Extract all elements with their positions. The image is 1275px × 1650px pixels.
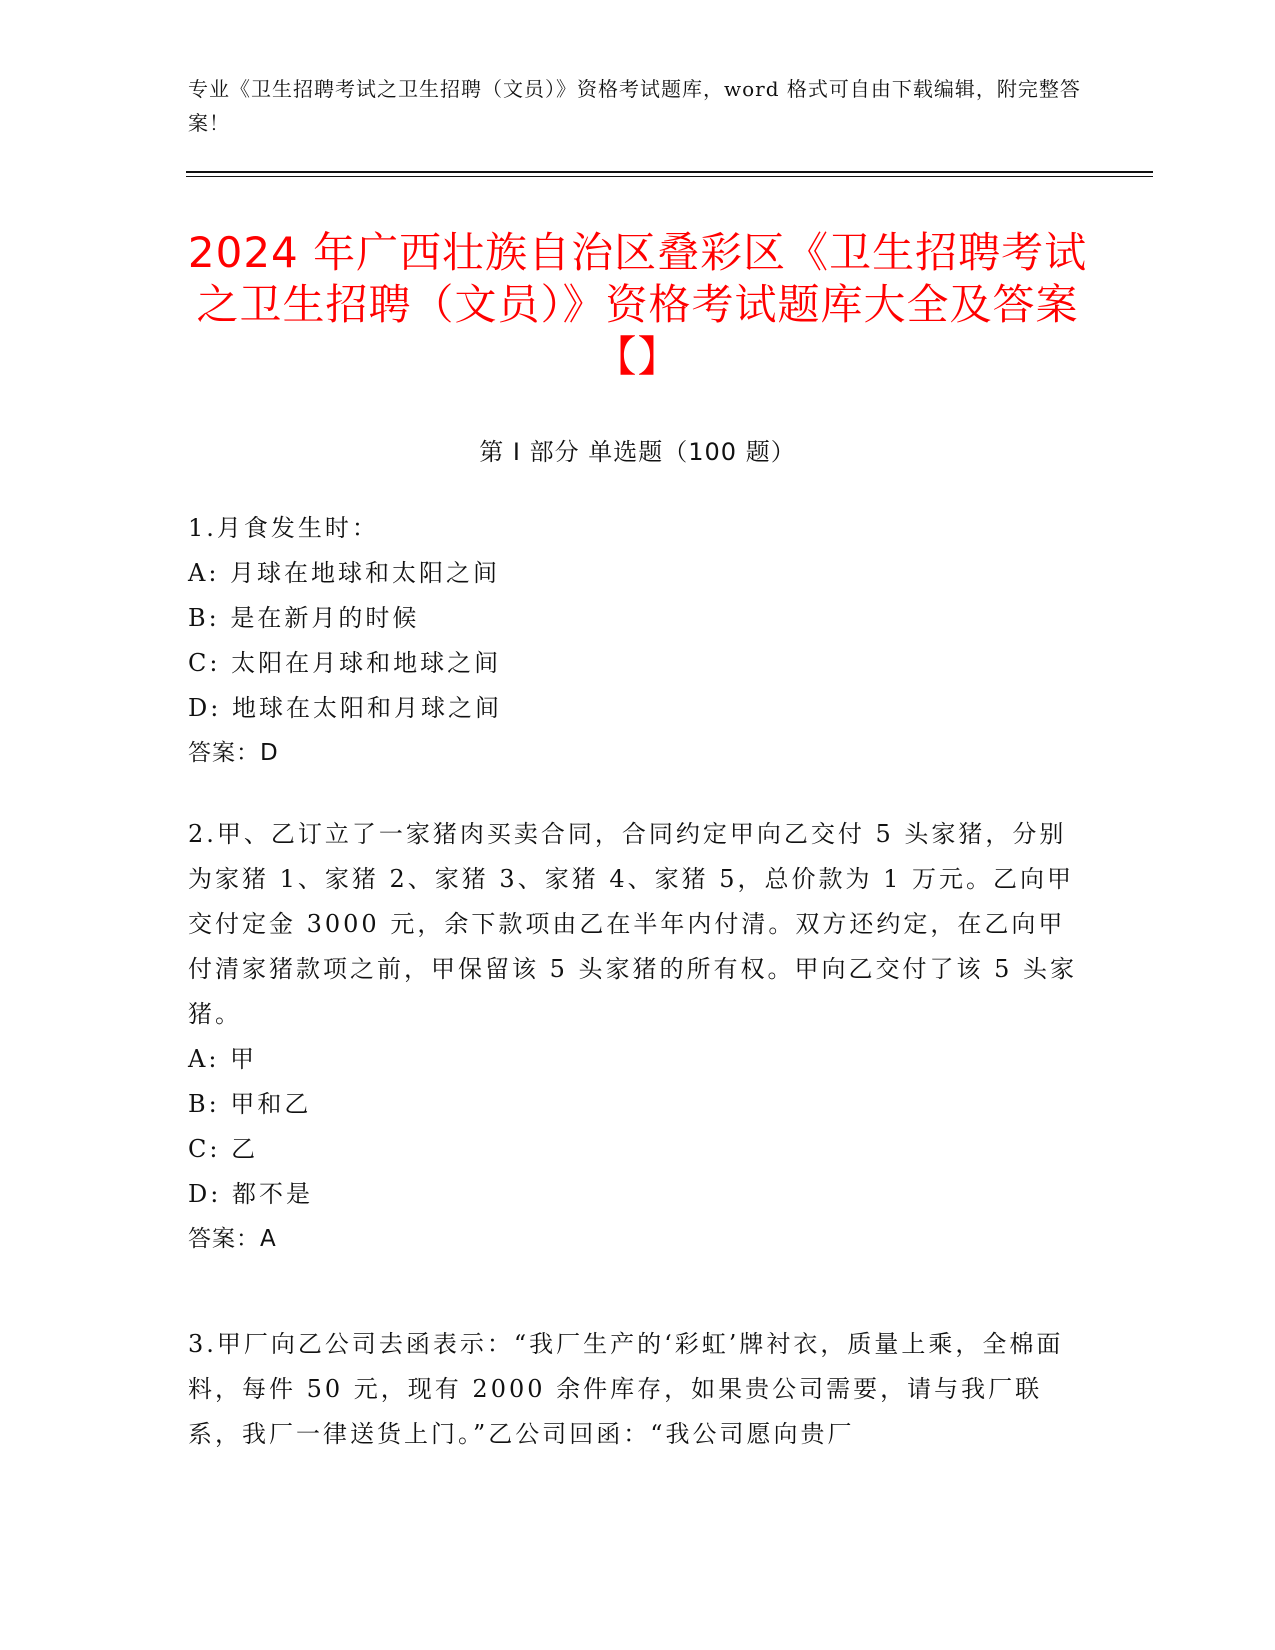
header-note: 专业《卫生招聘考试之卫生招聘（文员）》资格考试题库，word 格式可自由下载编辑，附完整答案！ [188,77,1081,135]
answer: 答案：A [188,1226,277,1252]
question-stem: 2.甲、乙订立了一家猪肉买卖合同，合同约定甲向乙交付 5 头家猪，分别为家猪 1、家猪 2、家猪 3、家猪 4、家猪 5，总价款为 1 万元。乙向甲交付定金 3000 元，余下款项由乙在半年内付清。双方还约定，在乙向甲付清家猪款项之前，甲保留该 5 头家猪的所有权。甲向乙交付了该 5 头家猪。 [188,820,1078,1028]
question-3 [188,1322,1078,1457]
section-title: 第 I 部分 单选题（100 题） [479,438,796,466]
option-c: C: 太阳在月球和地球之间 [188,649,502,677]
question-stem: 1.月食发生时： [188,514,379,542]
option-a: A: 甲 [188,1045,258,1073]
question-stem: 3.甲厂向乙公司去函表示：“我厂生产的‘彩虹’牌衬衣，质量上乘，全棉面料，每件 50 元，现有 2000 余件库存，如果贵公司需要，请与我厂联系，我厂一律送货上门。”乙公司回函：“我公司愿向贵厂 [188,1330,1064,1448]
header-rule-thick [186,171,1153,173]
option-b: B: 甲和乙 [188,1090,312,1118]
option-b: B: 是在新月的时候 [188,604,420,632]
answer: 答案：D [188,740,279,766]
question-2 [188,812,1078,1262]
option-a: A: 月球在地球和太阳之间 [188,559,501,587]
option-d: D: 都不是 [188,1180,313,1208]
option-c: C: 乙 [188,1135,259,1163]
document-title: 2024 年广西壮族自治区叠彩区《卫生招聘考试之卫生招聘（文员）》资格考试题库大全及答案【】 [187,228,1088,381]
header-rule-thin [186,176,1153,177]
question-1 [188,506,1078,776]
option-d: D: 地球在太阳和月球之间 [188,694,502,722]
